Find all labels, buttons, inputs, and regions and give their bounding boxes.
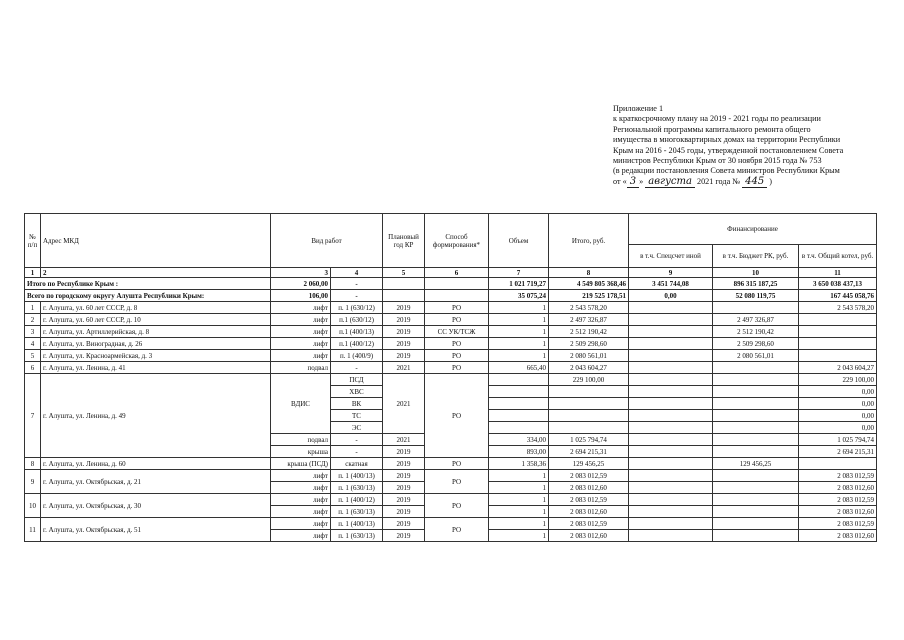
cell: г. Алушта, ул. Ленина, д. 60	[41, 458, 271, 470]
cell: 219 525 178,51	[549, 290, 629, 302]
cell	[713, 530, 799, 542]
cell: г. Алушта, ул. Ленина, д. 49	[41, 374, 271, 458]
cell: п. 1 (630/12)	[331, 302, 383, 314]
cell: 8	[25, 458, 41, 470]
cell: крыша	[271, 446, 331, 458]
cell: 2 694 215,31	[549, 446, 629, 458]
cell: п.1 (400/13)	[331, 326, 383, 338]
handwritten-number: 445	[742, 176, 767, 188]
total-district-row	[25, 290, 877, 302]
cell: г. Алушта, ул. Ленина, д. 41	[41, 362, 271, 374]
cell: 1	[489, 302, 549, 314]
cell	[489, 386, 549, 398]
cell: 52 080 119,75	[713, 290, 799, 302]
cell: п. 1 (400/9)	[331, 350, 383, 362]
appendix-line: имущества в многоквартирных домах на территории Республики	[613, 135, 841, 145]
appendix-title: Приложение 1	[613, 104, 664, 113]
cell: лифт	[271, 302, 331, 314]
cell	[383, 278, 425, 290]
cell: 10	[25, 494, 41, 518]
cell: РО	[425, 314, 489, 326]
cell: п. 1 (400/13)	[331, 518, 383, 530]
cell: 2 497 326,87	[713, 314, 799, 326]
cell: 1	[489, 314, 549, 326]
cell: 4	[25, 338, 41, 350]
cell	[799, 350, 877, 362]
cell: 2019	[383, 530, 425, 542]
cell: 2 083 012,59	[549, 470, 629, 482]
cell: РО	[425, 458, 489, 470]
cell: РО	[425, 374, 489, 458]
appendix-line: министров Республики Крым от 30 ноября 2015 года № 753	[613, 156, 822, 166]
cell: 2 509 298,60	[549, 338, 629, 350]
header-fin-budget: в т.ч. Бюджет РК, руб.	[713, 245, 799, 268]
cell: лифт	[271, 482, 331, 494]
table-row	[25, 374, 877, 386]
cell	[489, 422, 549, 434]
cell: 1	[489, 350, 549, 362]
cell: 0,00	[799, 398, 877, 410]
cell	[629, 338, 713, 350]
cell: 2021	[383, 362, 425, 374]
cell: г. Алушта, ул. Октябрьская, д. 21	[41, 470, 271, 494]
cell: лифт	[271, 530, 331, 542]
cell: -	[331, 290, 383, 302]
cell: скатная	[331, 458, 383, 470]
cell: подвал	[271, 434, 331, 446]
table-row	[25, 518, 877, 530]
col-num: 11	[799, 268, 877, 278]
cell	[799, 458, 877, 470]
table-row	[25, 494, 877, 506]
cell: 106,00	[271, 290, 331, 302]
table-row	[25, 350, 877, 362]
cell: 665,40	[489, 362, 549, 374]
cell: лифт	[271, 494, 331, 506]
cell: ВДИС	[271, 374, 331, 434]
cell	[713, 362, 799, 374]
cell: 2019	[383, 446, 425, 458]
cell: 2 512 190,42	[713, 326, 799, 338]
cell: п.1 (400/12)	[331, 338, 383, 350]
appendix-line: к краткосрочному плану на 2019 - 2021 годы по реализации	[613, 114, 821, 124]
cell	[425, 290, 489, 302]
cell: 0,00	[799, 422, 877, 434]
cell: 2 080 561,01	[549, 350, 629, 362]
cell: 35 075,24	[489, 290, 549, 302]
table-row	[25, 362, 877, 374]
cell: 1	[489, 506, 549, 518]
cell: РО	[425, 362, 489, 374]
cell: п.1 (630/12)	[331, 314, 383, 326]
header-financing: Финансирование	[629, 214, 877, 245]
cell: 2019	[383, 518, 425, 530]
cell	[713, 470, 799, 482]
cell: п. 1 (630/13)	[331, 506, 383, 518]
cell: 2019	[383, 458, 425, 470]
cell	[713, 518, 799, 530]
cell: 2021	[383, 434, 425, 446]
cell: лифт	[271, 470, 331, 482]
cell: 1	[25, 302, 41, 314]
cell: п. 1 (400/12)	[331, 494, 383, 506]
cell: 4 549 805 368,46	[549, 278, 629, 290]
cell: 1	[489, 494, 549, 506]
appendix-line: Региональной программы капитального ремонта общего	[613, 124, 811, 134]
date-mid: »	[639, 176, 646, 186]
cell: РО	[425, 350, 489, 362]
cell: 2 694 215,31	[799, 446, 877, 458]
cell: г. Алушта, ул. 60 лет СССР, д. 8	[41, 302, 271, 314]
cell: 2 512 190,42	[549, 326, 629, 338]
cell	[629, 458, 713, 470]
cell: 2 083 012,60	[549, 482, 629, 494]
col-num: 7	[489, 268, 549, 278]
col-num: 8	[549, 268, 629, 278]
cell	[549, 386, 629, 398]
table-row	[25, 326, 877, 338]
cell: 2 083 012,59	[799, 494, 877, 506]
cell	[383, 290, 425, 302]
column-number-row	[25, 268, 877, 278]
cell: 1	[489, 530, 549, 542]
cell: 229 100,00	[549, 374, 629, 386]
cell	[629, 350, 713, 362]
table-row	[25, 302, 877, 314]
cell: ТС	[331, 410, 383, 422]
cell	[629, 518, 713, 530]
cell: 2019	[383, 338, 425, 350]
cell	[629, 302, 713, 314]
col-num: 9	[629, 268, 713, 278]
cell: 2019	[383, 470, 425, 482]
cell	[629, 470, 713, 482]
cell: 2019	[383, 302, 425, 314]
cell: 1	[489, 470, 549, 482]
table-row	[25, 470, 877, 482]
cell: 2 543 578,20	[799, 302, 877, 314]
cell: -	[331, 278, 383, 290]
cell: 1	[489, 482, 549, 494]
cell: 2 083 012,59	[799, 518, 877, 530]
cell	[629, 398, 713, 410]
cell: 2019	[383, 494, 425, 506]
cell: РО	[425, 494, 489, 518]
cell: 1	[489, 326, 549, 338]
cell	[799, 338, 877, 350]
cell	[713, 398, 799, 410]
cell: ПСД	[331, 374, 383, 386]
cell	[713, 434, 799, 446]
cell	[629, 494, 713, 506]
cell: 1 358,36	[489, 458, 549, 470]
cell	[713, 482, 799, 494]
cell: 2019	[383, 482, 425, 494]
header-work-type: Вид работ	[271, 214, 383, 268]
cell	[713, 302, 799, 314]
cell: 2 060,00	[271, 278, 331, 290]
col-num: 5	[383, 268, 425, 278]
cell	[629, 434, 713, 446]
appendix-line: Крым на 2016 - 2045 годы, утвержденной постановлением Совета	[613, 145, 844, 155]
cell: 167 445 058,76	[799, 290, 877, 302]
cell	[489, 398, 549, 410]
cell: 229 100,00	[799, 374, 877, 386]
cell: лифт	[271, 350, 331, 362]
cell: лифт	[271, 326, 331, 338]
cell: лифт	[271, 506, 331, 518]
appendix-note	[613, 104, 903, 187]
cell: 3	[25, 326, 41, 338]
cell	[489, 410, 549, 422]
header-total: Итого, руб.	[549, 214, 629, 268]
cell	[629, 530, 713, 542]
cell	[549, 398, 629, 410]
cell: -	[331, 362, 383, 374]
cell	[629, 314, 713, 326]
cell: лифт	[271, 314, 331, 326]
cell: -	[331, 446, 383, 458]
cell: г. Алушта, ул. Октябрьская, д. 51	[41, 518, 271, 542]
total-label: Итого по Республике Крым :	[25, 278, 271, 290]
col-num: 1	[25, 268, 41, 278]
cell: 2 509 298,60	[713, 338, 799, 350]
cell: -	[331, 434, 383, 446]
table-row	[25, 338, 877, 350]
cell: 2019	[383, 350, 425, 362]
cell: 896 315 187,25	[713, 278, 799, 290]
cell	[425, 278, 489, 290]
cell	[799, 314, 877, 326]
cell	[549, 410, 629, 422]
cell: 9	[25, 470, 41, 494]
cell: 129 456,25	[713, 458, 799, 470]
cell	[629, 362, 713, 374]
cell: 7	[25, 374, 41, 458]
cell: п. 1 (630/13)	[331, 482, 383, 494]
cell: 893,00	[489, 446, 549, 458]
header-volume: Объем	[489, 214, 549, 268]
cell: 2	[25, 314, 41, 326]
cell	[629, 446, 713, 458]
cell: РО	[425, 470, 489, 494]
cell	[629, 422, 713, 434]
cell	[629, 326, 713, 338]
cell: 1	[489, 518, 549, 530]
date-year: 2021 года №	[694, 176, 743, 186]
header-year: Плановый год КР	[383, 214, 425, 268]
cell	[713, 410, 799, 422]
date-suffix: )	[767, 176, 772, 186]
cell: 0,00	[629, 290, 713, 302]
cell	[489, 374, 549, 386]
table-row	[25, 458, 877, 470]
cell: 2 083 012,60	[549, 506, 629, 518]
appendix-date-line	[613, 177, 903, 187]
cell: 129 456,25	[549, 458, 629, 470]
cell	[629, 506, 713, 518]
date-prefix: от «	[613, 176, 627, 186]
cell: 1	[489, 338, 549, 350]
cell: г. Алушта, ул. Артиллерийская, д. 8	[41, 326, 271, 338]
header-method: Способ формирования*	[425, 214, 489, 268]
col-num: 2	[41, 268, 271, 278]
cell: 2 043 604,27	[799, 362, 877, 374]
cell: лифт	[271, 518, 331, 530]
cell: г. Алушта, ул. 60 лет СССР, д. 10	[41, 314, 271, 326]
cell: 3 451 744,08	[629, 278, 713, 290]
cell	[549, 422, 629, 434]
col-num: 6	[425, 268, 489, 278]
cell: 1 025 794,74	[799, 434, 877, 446]
capital-repair-table	[24, 213, 877, 542]
cell: РО	[425, 518, 489, 542]
cell: г. Алушта, ул. Октябрьская, д. 30	[41, 494, 271, 518]
cell: п. 1 (630/13)	[331, 530, 383, 542]
cell: 1 021 719,27	[489, 278, 549, 290]
col-num: 10	[713, 268, 799, 278]
cell: п. 1 (400/13)	[331, 470, 383, 482]
cell	[713, 422, 799, 434]
cell: РО	[425, 338, 489, 350]
header-fin-special: в т.ч. Спецсчет иной	[629, 245, 713, 268]
col-num: 3	[271, 268, 331, 278]
cell	[713, 446, 799, 458]
cell: 2019	[383, 314, 425, 326]
appendix-line: (в редакции постановления Совета министров Республики Крым	[613, 166, 840, 176]
cell	[713, 506, 799, 518]
handwritten-day: 3	[627, 176, 639, 188]
cell: лифт	[271, 338, 331, 350]
cell: 2 083 012,59	[799, 470, 877, 482]
cell	[713, 386, 799, 398]
cell: 2 083 012,59	[549, 518, 629, 530]
cell: 2 083 012,59	[549, 494, 629, 506]
cell	[713, 374, 799, 386]
cell	[713, 494, 799, 506]
cell: 2 043 604,27	[549, 362, 629, 374]
cell: подвал	[271, 362, 331, 374]
cell: 0,00	[799, 410, 877, 422]
cell: 2 083 012,60	[799, 482, 877, 494]
total-republic-row	[25, 278, 877, 290]
table-header-row	[25, 214, 877, 245]
table-row	[25, 314, 877, 326]
cell: г. Алушта, ул. Красноармейская, д. 3	[41, 350, 271, 362]
cell: ВК	[331, 398, 383, 410]
cell: 5	[25, 350, 41, 362]
cell: 2 543 578,20	[549, 302, 629, 314]
cell: 2021	[383, 374, 425, 434]
cell: 2 080 561,01	[713, 350, 799, 362]
cell: 2 497 326,87	[549, 314, 629, 326]
cell	[629, 386, 713, 398]
header-num: № п/п	[25, 214, 41, 268]
cell: СС УК/ТСЖ	[425, 326, 489, 338]
cell	[629, 410, 713, 422]
total-label: Всего по городскому округу Алушта Республики Крым:	[25, 290, 271, 302]
cell: 2019	[383, 506, 425, 518]
cell	[629, 374, 713, 386]
cell: 2 083 012,60	[549, 530, 629, 542]
col-num: 4	[331, 268, 383, 278]
header-fin-common: в т.ч. Общий котел, руб.	[799, 245, 877, 268]
cell: 2019	[383, 326, 425, 338]
cell: ХВС	[331, 386, 383, 398]
cell: РО	[425, 302, 489, 314]
cell: 1 025 794,74	[549, 434, 629, 446]
cell: 11	[25, 518, 41, 542]
cell	[629, 482, 713, 494]
cell: 2 083 012,60	[799, 506, 877, 518]
cell: 334,00	[489, 434, 549, 446]
cell	[799, 326, 877, 338]
cell: 3 650 038 437,13	[799, 278, 877, 290]
cell: 2 083 012,60	[799, 530, 877, 542]
cell: 0,00	[799, 386, 877, 398]
header-address: Адрес МКД	[41, 214, 271, 268]
cell: 6	[25, 362, 41, 374]
handwritten-month: августа	[645, 176, 695, 188]
cell: ЭС	[331, 422, 383, 434]
cell: крыша (ПСД)	[271, 458, 331, 470]
cell: г. Алушта, ул. Виноградная, д. 26	[41, 338, 271, 350]
